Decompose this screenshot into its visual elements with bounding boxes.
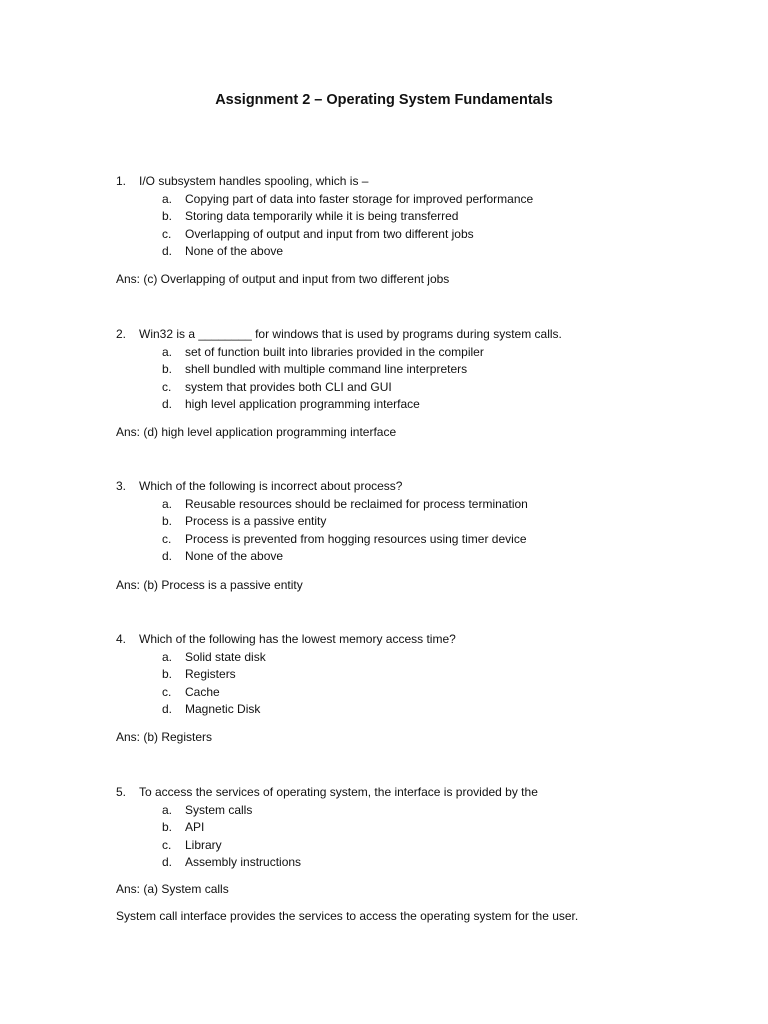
option-c <box>116 837 736 855</box>
option-letter: d. <box>162 397 173 412</box>
option-a <box>116 344 736 362</box>
option-c <box>116 226 736 244</box>
option-letter: c. <box>162 379 172 394</box>
question-text: I/O subsystem handles spooling, which is – <box>139 174 369 188</box>
option-text: API <box>185 820 205 835</box>
option-text: high level application programming interface <box>185 397 420 412</box>
option-letter: a. <box>162 191 173 206</box>
option-b <box>116 208 736 226</box>
question-text: Win32 is a ________ for windows that is used by programs during system calls. <box>139 327 562 341</box>
question-line <box>116 631 736 649</box>
option-text: Assembly instructions <box>185 855 302 870</box>
option-letter: b. <box>162 209 173 224</box>
option-text: Solid state disk <box>185 649 266 664</box>
option-text: Cache <box>185 684 220 699</box>
answer-4: Ans: (b) Registers <box>116 730 213 744</box>
option-text: None of the above <box>185 549 284 564</box>
option-d <box>116 396 736 414</box>
option-d <box>116 701 736 719</box>
option-text: Reusable resources should be reclaimed for process termination <box>185 496 528 511</box>
question-4 <box>116 631 736 719</box>
option-letter: a. <box>162 344 173 359</box>
option-letter: a. <box>162 802 173 817</box>
question-1 <box>116 173 736 261</box>
option-letter: c. <box>162 837 172 852</box>
option-c <box>116 684 736 702</box>
question-line <box>116 326 736 344</box>
option-letter: d. <box>162 244 173 259</box>
question-3 <box>116 478 736 566</box>
option-text: Process is prevented from hogging resources using timer device <box>185 531 527 546</box>
option-b <box>116 513 736 531</box>
option-letter: b. <box>162 820 173 835</box>
option-d <box>116 243 736 261</box>
question-text: Which of the following is incorrect about process? <box>139 479 403 493</box>
question-line <box>116 173 736 191</box>
answer-1: Ans: (c) Overlapping of output and input from two different jobs <box>116 272 450 286</box>
option-letter: c. <box>162 226 172 241</box>
question-number: 5. <box>116 785 127 799</box>
option-letter: d. <box>162 702 173 717</box>
question-line <box>116 784 736 802</box>
option-a <box>116 191 736 209</box>
option-letter: c. <box>162 531 172 546</box>
answer-2: Ans: (d) high level application programming interface <box>116 425 397 439</box>
option-text: set of function built into libraries provided in the compiler <box>185 344 484 359</box>
option-letter: b. <box>162 514 173 529</box>
option-c <box>116 379 736 397</box>
option-c <box>116 531 736 549</box>
question-text: Which of the following has the lowest memory access time? <box>139 632 456 646</box>
option-a <box>116 802 736 820</box>
option-text: Library <box>185 837 222 852</box>
option-a <box>116 496 736 514</box>
option-text: Overlapping of output and input from two different jobs <box>185 226 474 241</box>
question-number: 2. <box>116 327 127 341</box>
option-text: Magnetic Disk <box>185 702 261 717</box>
option-a <box>116 649 736 667</box>
question-2 <box>116 326 736 414</box>
option-text: Registers <box>185 667 236 682</box>
option-b <box>116 666 736 684</box>
option-letter: b. <box>162 667 173 682</box>
answer-5: Ans: (a) System calls <box>116 882 229 896</box>
option-letter: a. <box>162 649 173 664</box>
option-b <box>116 819 736 837</box>
option-letter: a. <box>162 496 173 511</box>
explanation-note: System call interface provides the services to access the operating system for the user. <box>116 909 579 923</box>
option-text: Storing data temporarily while it is being transferred <box>185 209 459 224</box>
answer-3: Ans: (b) Process is a passive entity <box>116 578 303 592</box>
question-number: 4. <box>116 632 127 646</box>
option-d <box>116 548 736 566</box>
option-letter: c. <box>162 684 172 699</box>
option-text: shell bundled with multiple command line interpreters <box>185 362 468 377</box>
option-letter: d. <box>162 855 173 870</box>
question-5 <box>116 784 736 872</box>
question-number: 3. <box>116 479 127 493</box>
page-title: Assignment 2 – Operating System Fundamentals <box>215 92 553 108</box>
option-text: system that provides both CLI and GUI <box>185 379 392 394</box>
question-line <box>116 478 736 496</box>
option-letter: b. <box>162 362 173 377</box>
option-text: System calls <box>185 802 253 817</box>
option-text: None of the above <box>185 244 284 259</box>
question-text: To access the services of operating system, the interface is provided by the <box>139 785 538 799</box>
option-letter: d. <box>162 549 173 564</box>
option-b <box>116 361 736 379</box>
question-number: 1. <box>116 174 127 188</box>
option-d <box>116 854 736 872</box>
option-text: Copying part of data into faster storage for improved performance <box>185 191 534 206</box>
option-text: Process is a passive entity <box>185 514 327 529</box>
